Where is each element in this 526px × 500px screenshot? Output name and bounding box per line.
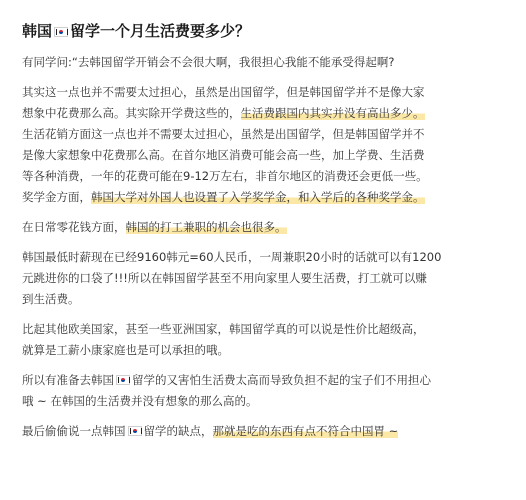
text-line: 比起其他欧美国家，甚至一些亚洲国家，韩国留学真的可以说是性价比超级高， [22, 322, 425, 336]
text-line: 其实这一点也并不需要太过担心，虽然是出国留学，但是韩国留学并不是像大家 [22, 85, 425, 99]
text-segment: 留学的又害怕生活费太高而导致负担不起的宝子们不用担心 [132, 373, 431, 387]
text-segment: 在日常零花钱方面， [22, 220, 126, 234]
text-segment: 想象中花费那么高。其实除开学费这些的， [22, 106, 241, 120]
text-line: 哦 ~ 在韩国的生活费并没有想象的那么高的。 [22, 394, 258, 408]
text-line: 是像大家想象中花费那么高。在首尔地区消费可能会高一些，加上学费、生活费 [22, 148, 425, 162]
value-paragraph [22, 319, 504, 361]
text-segment: 奖学金方面， [22, 190, 91, 204]
south-korea-flag-icon [128, 426, 142, 436]
text-line: 就算是工薪小康家庭也是可以承担的哦。 [22, 343, 229, 357]
cost-paragraph [22, 82, 504, 208]
highlighted-text: 韩国的打工兼职的机会也很多。 [125, 220, 287, 234]
south-korea-flag-icon [54, 27, 68, 37]
text-segment: 所以有准备去韩国 [22, 373, 114, 387]
text-line [22, 370, 504, 391]
pocket-money-paragraph [22, 217, 504, 238]
drawback-paragraph [22, 421, 504, 442]
text-line: 生活花销方面这一点也并不需要太过担心，虽然是出国留学，但是韩国留学并不 [22, 127, 425, 141]
south-korea-flag-icon [116, 375, 130, 385]
highlighted-text: 生活费跟国内其实并没有高出多少。 [240, 106, 425, 120]
text-line: 元跳进你的口袋了!!!所以在韩国留学甚至不用向家里人要生活费，打工就可以赚 [22, 271, 427, 285]
question-text: 有同学问:“去韩国留学开销会不会很大啊，我很担心我能不能承受得起啊? [22, 55, 395, 69]
text-segment: 留学的缺点， [143, 424, 213, 438]
wage-paragraph [22, 247, 504, 310]
title-suffix: 留学一个月生活费要多少？ [70, 22, 251, 40]
text-line [22, 103, 504, 124]
highlighted-text: 韩国大学对外国人也设置了入学奖学金，和入学后的各种奖学金。 [91, 190, 425, 204]
reassurance-paragraph [22, 370, 504, 412]
text-line: 到生活费。 [22, 292, 80, 306]
text-segment: 最后偷偷说一点韩国 [22, 424, 126, 438]
text-line [22, 187, 504, 208]
text-line: 韩国最低时薪现在已经9160韩元=60人民币，一周兼职20小时的话就可以有1200 [22, 250, 442, 264]
question-paragraph [22, 52, 504, 73]
highlighted-text: 那就是吃的东西有点不符合中国胃 ~ [212, 424, 399, 438]
article-title [22, 20, 504, 42]
text-line [22, 217, 504, 238]
text-line: 等各种消费，一年的花费可能在9-12万左右，非首尔地区的消费还会更低一些。 [22, 169, 428, 183]
title-prefix: 韩国 [22, 22, 53, 40]
text-line [22, 421, 504, 442]
